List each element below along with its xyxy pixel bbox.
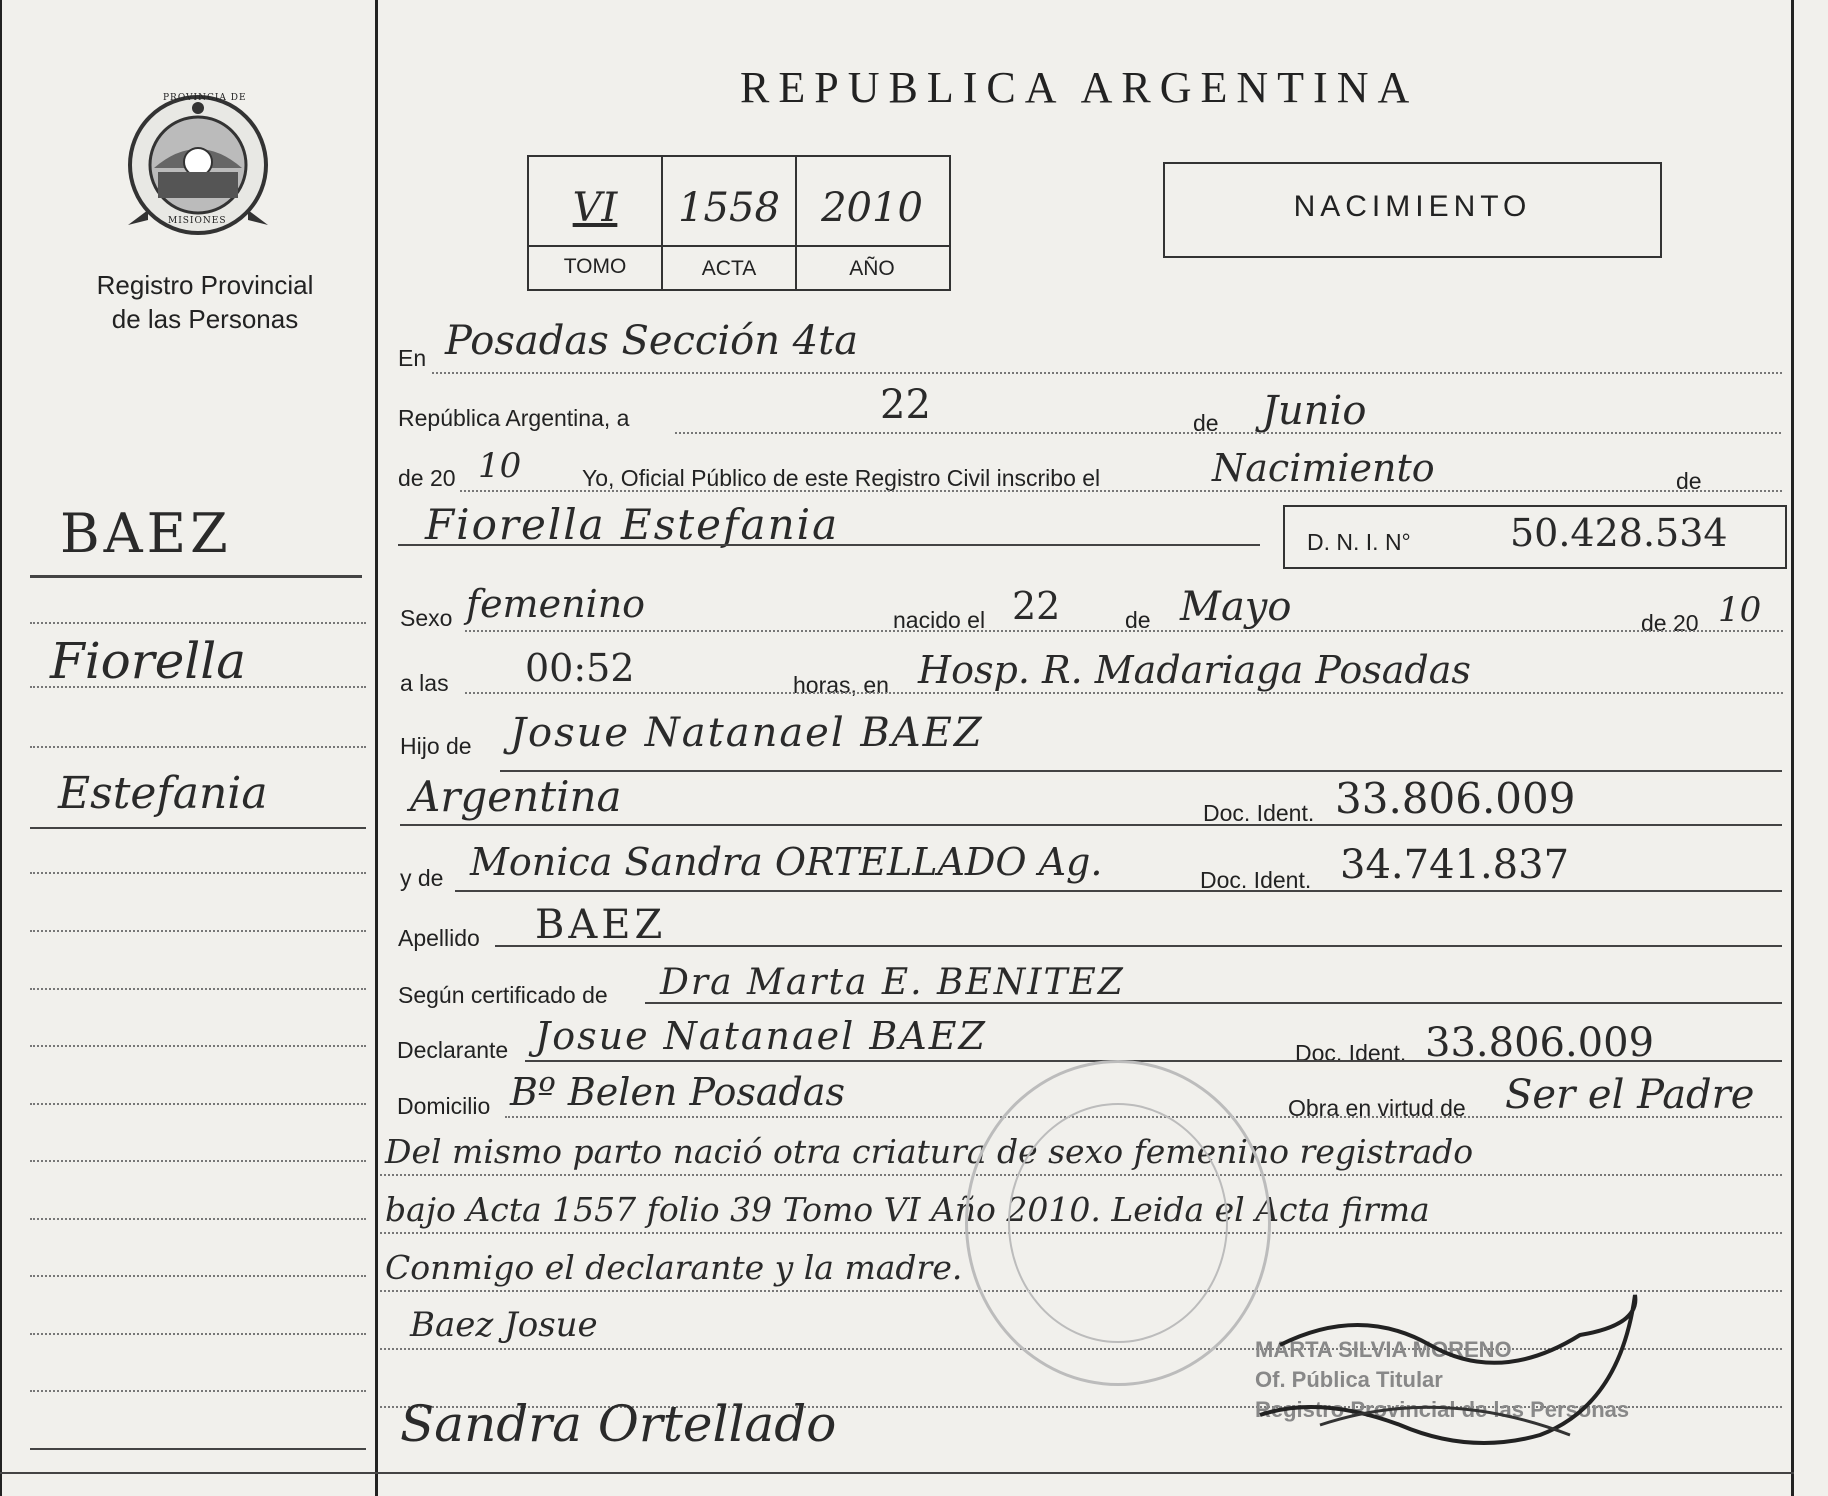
field-mother-doc: 34.741.837 bbox=[1340, 842, 1570, 888]
label-doc-ident-declarant: Doc. Ident. bbox=[1295, 1040, 1407, 1066]
field-line bbox=[495, 945, 1782, 947]
label-de-end: de bbox=[1676, 468, 1702, 494]
sidebar-line bbox=[30, 988, 366, 990]
dni-box bbox=[1283, 505, 1787, 569]
field-dni: 50.428.534 bbox=[1510, 511, 1728, 555]
field-line bbox=[525, 1060, 1782, 1062]
field-declarant-doc: 33.806.009 bbox=[1425, 1020, 1655, 1066]
record-type: NACIMIENTO bbox=[1293, 190, 1532, 223]
signature-declarant: Baez Josue bbox=[410, 1305, 598, 1345]
sidebar-line bbox=[30, 622, 366, 624]
label-horas-en: horas, en bbox=[793, 672, 889, 698]
sidebar-line bbox=[30, 930, 366, 932]
field-line bbox=[455, 890, 1782, 892]
label-de-20: de 20 bbox=[398, 465, 456, 491]
officer-office: Registro Provincial de las Personas bbox=[1255, 1397, 1630, 1422]
field-line bbox=[432, 372, 1782, 374]
notes-line2: bajo Acta 1557 folio 39 Tomo VI Año 2010. Leida el Acta firma bbox=[385, 1190, 1430, 1229]
field-line bbox=[465, 692, 1783, 694]
label-sexo: Sexo bbox=[400, 605, 453, 631]
field-place: Posadas Sección 4ta bbox=[445, 318, 859, 364]
sidebar-first-name: Fiorella bbox=[50, 632, 247, 690]
sidebar-line bbox=[30, 827, 366, 829]
field-mother: Monica Sandra ORTELLADO Ag. bbox=[470, 840, 1103, 884]
field-day: 22 bbox=[880, 382, 931, 428]
field-by-virtue-of: Ser el Padre bbox=[1505, 1072, 1755, 1118]
label-y-de: y de bbox=[400, 865, 444, 891]
field-birth-month: Mayo bbox=[1180, 584, 1292, 630]
acta-value: 1558 bbox=[678, 185, 780, 231]
record-type-box bbox=[1163, 162, 1662, 258]
anio-value: 2010 bbox=[821, 185, 923, 231]
right-border bbox=[1791, 0, 1794, 1496]
label-a-las: a las bbox=[400, 670, 449, 696]
field-sex: femenino bbox=[466, 582, 646, 626]
field-event: Nacimiento bbox=[1212, 446, 1435, 490]
sidebar-line bbox=[30, 575, 362, 578]
tomo-value: VI bbox=[572, 185, 618, 231]
field-line bbox=[465, 630, 1783, 632]
field-surname: BAEZ bbox=[535, 902, 667, 948]
label-hijo-de: Hijo de bbox=[400, 733, 472, 759]
left-column-divider bbox=[375, 0, 378, 1496]
official-seal bbox=[965, 1060, 1271, 1386]
field-father-nationality: Argentina bbox=[410, 772, 622, 821]
field-given-names: Fiorella Estefania bbox=[425, 500, 840, 549]
acta-label: ACTA bbox=[701, 257, 757, 280]
sidebar-line bbox=[30, 686, 366, 688]
field-line bbox=[500, 770, 1782, 772]
bottom-border bbox=[0, 1472, 1794, 1474]
label-apellido: Apellido bbox=[398, 925, 480, 951]
registry-name-line2: de las Personas bbox=[111, 304, 299, 334]
label-doc-ident-father: Doc. Ident. bbox=[1203, 800, 1315, 826]
field-line bbox=[460, 490, 1782, 492]
sidebar-line bbox=[30, 1390, 366, 1392]
officer-signature bbox=[1240, 1285, 1660, 1465]
label-republica: República Argentina, a bbox=[398, 405, 630, 431]
field-father-doc: 33.806.009 bbox=[1335, 774, 1576, 823]
label-yo-oficial: Yo, Oficial Público de este Registro Civil inscribo el bbox=[582, 465, 1101, 491]
sidebar-line bbox=[30, 1275, 366, 1277]
field-line bbox=[398, 544, 1260, 546]
sidebar-surname: BAEZ bbox=[60, 502, 232, 565]
label-nacido-el: nacido el bbox=[893, 607, 986, 633]
anio-label: AÑO bbox=[849, 257, 895, 280]
label-de-20-end: de 20 bbox=[1641, 610, 1699, 636]
sidebar-line bbox=[30, 1045, 366, 1047]
registry-name bbox=[40, 268, 370, 336]
notes-line1: Del mismo parto nació otra criatura de sexo femenino registrado bbox=[385, 1132, 1474, 1171]
label-de: de bbox=[1193, 410, 1219, 436]
registry-name-line1: Registro Provincial bbox=[96, 270, 314, 300]
label-declarante: Declarante bbox=[397, 1037, 509, 1063]
field-father: Josue Natanael BAEZ bbox=[510, 710, 984, 756]
field-year-suffix: 10 bbox=[478, 446, 522, 486]
record-number-table bbox=[527, 155, 951, 291]
label-domicilio: Domicilio bbox=[397, 1093, 491, 1119]
notes-line3: Conmigo el declarante y la madre. bbox=[385, 1248, 963, 1287]
sidebar-line bbox=[30, 1218, 366, 1220]
sidebar-line bbox=[30, 1160, 366, 1162]
sidebar-second-name: Estefania bbox=[58, 768, 268, 819]
field-line bbox=[400, 824, 1782, 826]
field-birth-day: 22 bbox=[1012, 584, 1061, 628]
label-dni: D. N. I. N° bbox=[1307, 529, 1411, 555]
sidebar-line bbox=[30, 1103, 366, 1105]
sidebar-line bbox=[30, 1448, 366, 1450]
field-birth-year-suffix: 10 bbox=[1718, 590, 1762, 630]
tomo-label: TOMO bbox=[563, 255, 627, 278]
label-en: En bbox=[398, 345, 427, 371]
label-doc-ident-mother: Doc. Ident. bbox=[1200, 867, 1312, 893]
emblem-bottom-text: MISIONES bbox=[168, 216, 227, 226]
field-line bbox=[645, 1002, 1782, 1004]
document-title: REPUBLICA ARGENTINA bbox=[740, 63, 1419, 112]
sidebar-line bbox=[30, 746, 366, 748]
label-obra-en-virtud: Obra en virtud de bbox=[1288, 1095, 1466, 1121]
officer-title: Of. Pública Titular bbox=[1255, 1367, 1443, 1392]
sidebar-line bbox=[30, 872, 366, 874]
label-de-month: de bbox=[1125, 607, 1151, 633]
field-line bbox=[675, 432, 1781, 434]
emblem-top-text: PROVINCIA DE bbox=[163, 93, 247, 103]
officer-name: MARTA SILVIA MORENO bbox=[1255, 1337, 1512, 1362]
field-certificate-by: Dra Marta E. BENITEZ bbox=[660, 962, 1125, 1003]
sidebar-line bbox=[30, 1333, 366, 1335]
label-segun-certificado: Según certificado de bbox=[398, 982, 608, 1008]
field-time: 00:52 bbox=[525, 646, 635, 690]
field-month: Junio bbox=[1262, 388, 1367, 434]
field-domicile: Bº Belen Posadas bbox=[510, 1070, 846, 1114]
signature-mother: Sandra Ortellado bbox=[400, 1395, 837, 1453]
field-declarant: Josue Natanael BAEZ bbox=[535, 1014, 987, 1058]
left-border bbox=[0, 0, 2, 1496]
field-place-of-birth: Hosp. R. Madariaga Posadas bbox=[918, 648, 1471, 692]
